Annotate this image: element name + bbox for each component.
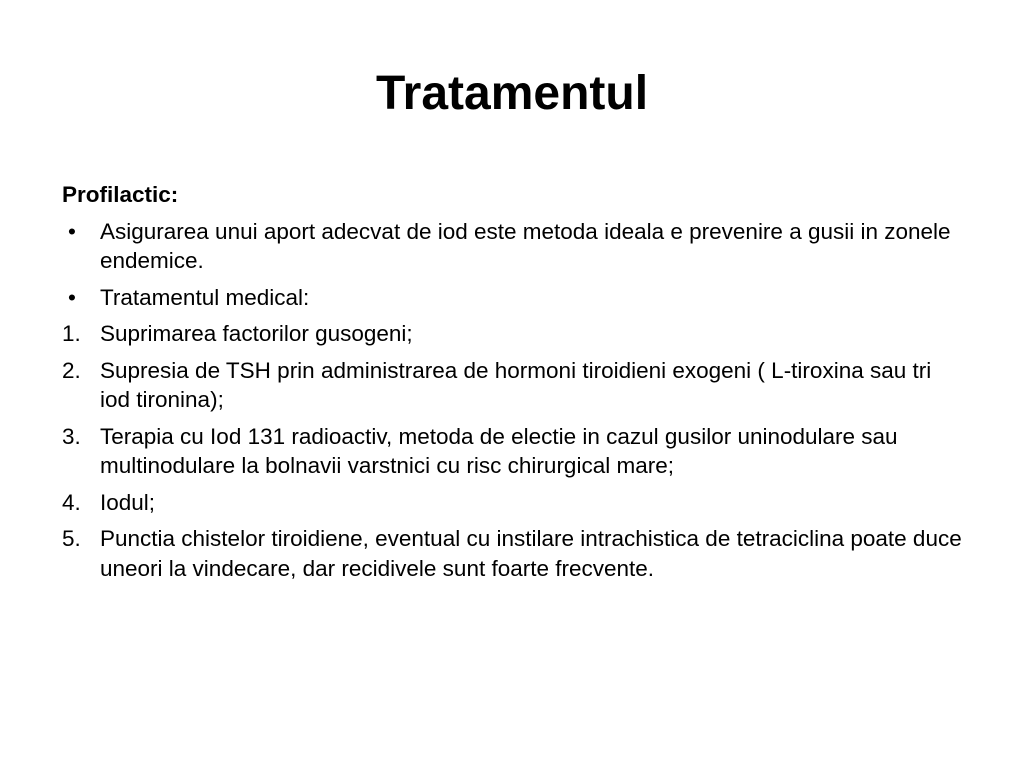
number-marker: 1. [62,321,81,346]
bullet-item [62,217,962,276]
slide-content [62,180,962,590]
bullet-marker: • [68,284,76,310]
number-marker: 4. [62,489,81,515]
numbered-text: Terapia cu Iod 131 radioactiv, metoda de electie in cazul gusilor uninodulare sau multinodulare la bolnavii varstnici cu risc chirurgical mare; [100,423,898,478]
number-marker: 5. [62,526,81,551]
slide-title: Tratamentul [375,67,649,120]
numbered-item [62,422,962,481]
number-marker: 3. [62,423,81,449]
bullet-text: Asigurarea unui aport adecvat de iod este metoda ideala e prevenire a gusii in zonele endemice. [100,218,951,273]
numbered-text: Suprimarea factorilor gusogeni; [100,321,413,346]
bullet-marker: • [68,218,76,244]
numbered-item [62,488,962,518]
numbered-item [62,356,962,415]
numbered-item [62,319,962,349]
bullet-item [62,283,962,313]
section-heading: Profilactic: [62,182,179,207]
numbered-text: Punctia chistelor tiroidiene, eventual cu instilare intrachistica de tetraciclina poate duce uneori la vindecare, dar recidivele sunt foarte frecvente. [100,526,962,581]
number-marker: 2. [62,357,81,383]
bullet-text: Tratamentul medical: [100,284,310,310]
numbered-item [62,524,962,583]
numbered-text: Iodul; [100,489,156,515]
numbered-text: Supresia de TSH prin administrarea de hormoni tiroidieni exogeni ( L-tiroxina sau tri iod tironina); [100,357,932,412]
